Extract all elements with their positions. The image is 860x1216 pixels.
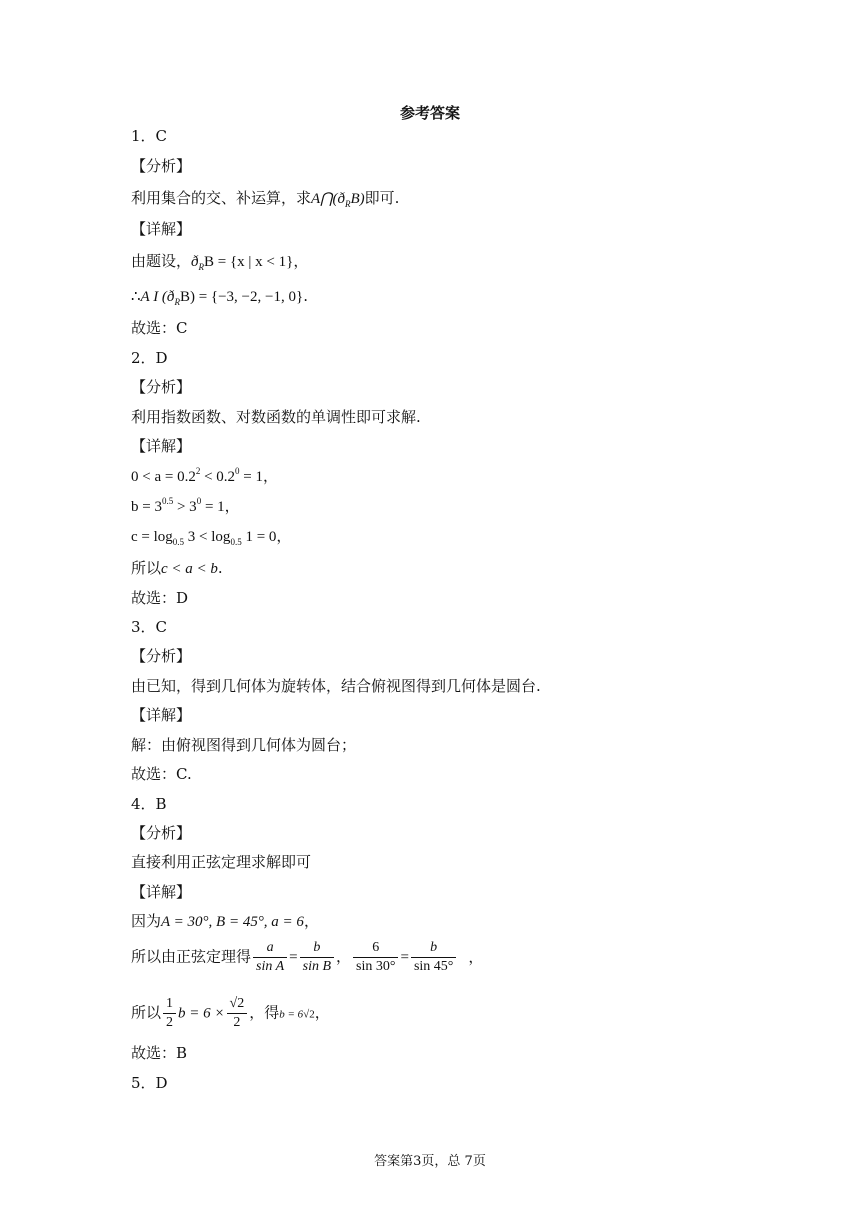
math-expression: A⋂(ð [311,191,345,207]
math-expression: B = {x | x < 1} [204,254,294,270]
item-2-detail-label: 【详解】 [131,437,192,455]
sqrt-expression: √2 [229,996,245,1011]
item-2-detail-line-4: 所以c < a < b. [131,559,223,577]
item-4-detail-label: 【详解】 [131,883,192,901]
item-5-header: 5．D [131,1074,168,1092]
item-1-header: 1．C [131,127,168,145]
item-2-header: 2．D [131,349,168,367]
item-3-detail-text: 解：由俯视图得到几何体为圆台； [131,736,357,754]
item-3-analysis-text: 由已知，得到几何体为旋转体，结合俯视图得到几何体是圆台. [131,677,541,695]
fraction: $\frac{b}{\text{sin B}}$ [300,940,334,975]
item-4-analysis-label: 【分析】 [131,824,192,842]
item-3-analysis-label: 【分析】 [131,647,192,665]
math-expression: B) = {−3, −2, −1, 0} [179,289,304,305]
item-2-analysis-label: 【分析】 [131,378,192,396]
fraction: $\frac{b}{\sin 45^\circ}$ [411,940,456,975]
fraction: $\frac{a}{\text{sin A}}$ [253,940,287,975]
item-3-header: 3．C [131,618,168,636]
item-4-detail-line-2: 所以由正弦定理得 $\frac{a}{\text{sin A}}$ = $\frac{b}{\text{sin B}}$ ， $\frac{6}{\sin 30^\circ}$ = $\frac{b}{\sin 45^\circ}$ ， [131,940,484,974]
item-3-answer: 故选：C. [131,765,192,783]
sqrt-expression: √2 [303,1008,315,1021]
item-4-detail-line-3: 所以 $\frac{1}{2}$ b = 6 × $\frac{√2}{2}$ ，得b = 6√2， [131,996,330,1030]
math-expression: A = 30°, B = 45°, a = 6 [161,914,304,930]
fraction: $\frac{6}{\sin 30^\circ}$ [353,940,398,975]
item-1-detail-line-2: ∴A I $(ð_RB) = \{-3$, −2, −1, 0}. [131,287,308,307]
item-4-detail-line-1: 因为A = 30°, B = 45°, a = 6， [131,912,319,930]
item-2-detail-line-2: $b = 3^{0.5} > 3^0 = 1$， [131,496,240,515]
math-expression: c < a < b [161,561,218,577]
item-3-detail-label: 【详解】 [131,706,192,724]
fraction: $\frac{√2}{2}$ [227,996,248,1031]
item-4-analysis-text: 直接利用正弦定理求解即可 [131,853,312,871]
item-1-analysis-label: 【分析】 [131,157,192,175]
item-1-answer: 故选：C [131,319,188,337]
item-1-analysis-text: 利用集合的交、补运算，求$A⋂(ð_RB)$即可. [131,189,400,209]
item-2-analysis-text: 利用指数函数、对数函数的单调性即可求解. [131,408,421,426]
item-2-answer: 故选：D [131,589,189,607]
page-footer: 答案第3页，总 7页 [374,1154,486,1169]
page-title: 参考答案 [399,104,460,122]
item-1-detail-line-1: 由题设，$ð_RB = \{x$ | x < 1}， [131,252,309,272]
item-2-detail-line-1: $0 < a = 0.2^2 < 0.2^0 = 1$， [131,466,279,485]
fraction: $\frac{1}{2}$ [163,996,176,1031]
item-4-header: 4．B [131,795,167,813]
item-1-detail-label: 【详解】 [131,220,192,238]
item-2-detail-line-3: $c = \log_{0.5} 3 < \log_{0.5} 1 = 0$， [131,529,292,547]
item-4-answer: 故选：B [131,1044,188,1062]
